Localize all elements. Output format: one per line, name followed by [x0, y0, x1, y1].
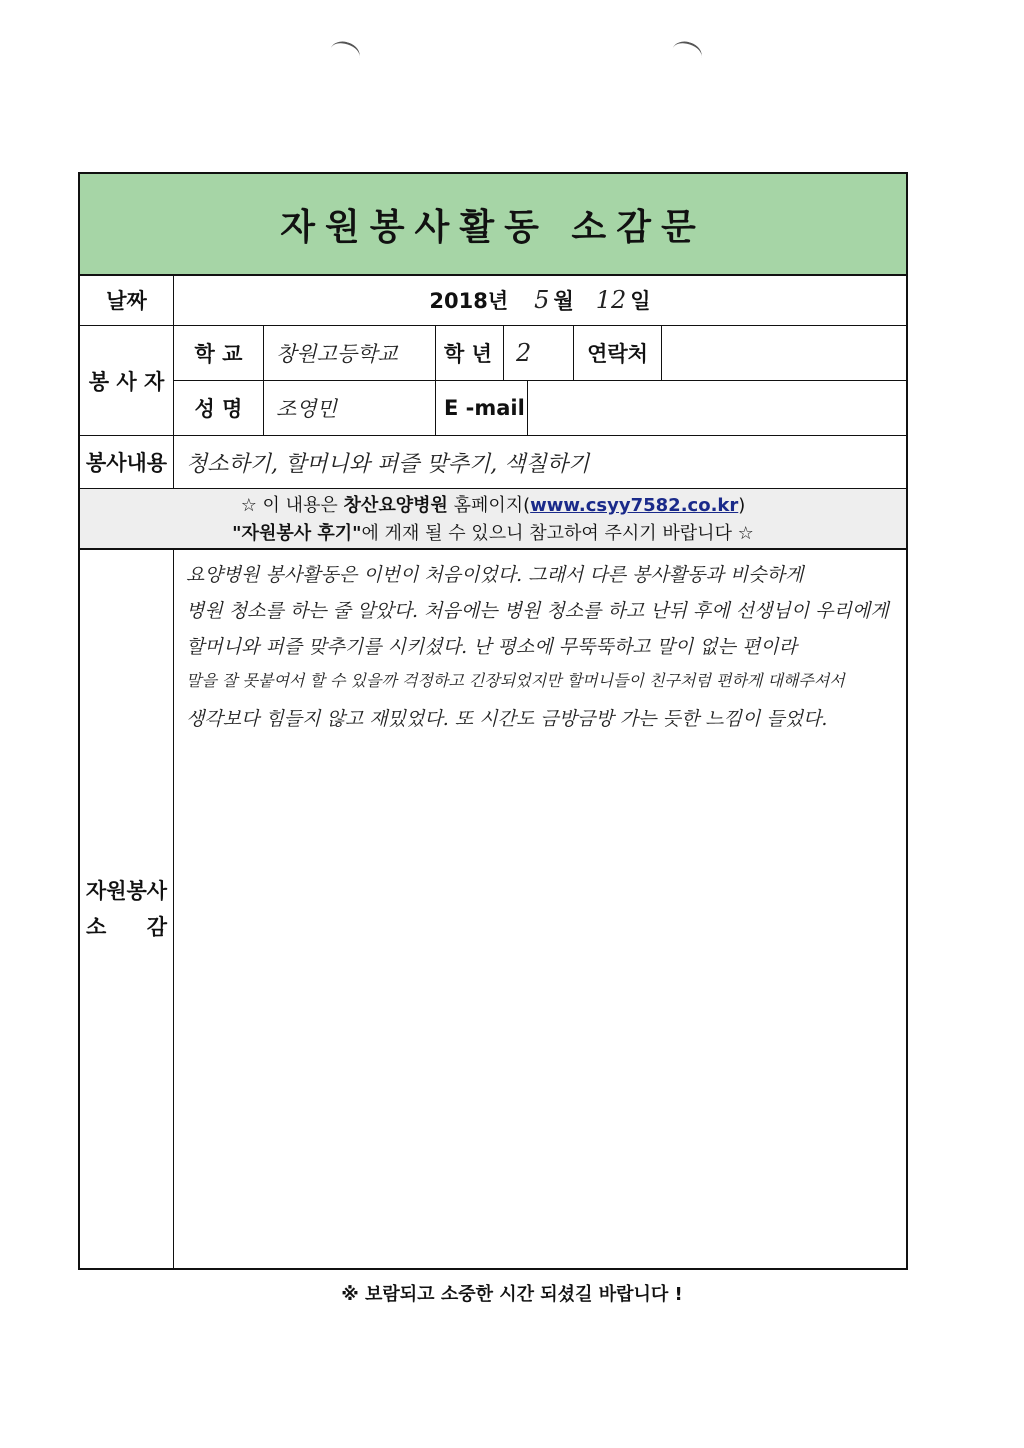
- hospital-name: 창산요양병원: [343, 495, 448, 516]
- punch-hole-right: [669, 38, 704, 68]
- essay-label: [80, 550, 174, 1268]
- volunteer-label: 봉 사 자: [80, 326, 174, 436]
- service-label: 봉사내용: [80, 436, 174, 489]
- review-section-name: "자원봉사 후기": [232, 523, 362, 544]
- essay-line: 생각보다 힘들지 않고 재밌었다. 또 시간도 금방금방 가는 듯한 느낌이 들었다.: [186, 708, 828, 730]
- school-value: 창원고등학교: [264, 326, 436, 381]
- date-month-value: 5: [534, 285, 550, 314]
- punch-hole-left: [327, 38, 362, 68]
- date-year: 2018년: [429, 288, 509, 313]
- essay-label-line-2: [80, 909, 173, 945]
- school-label: 학 교: [174, 326, 264, 381]
- essay-line: 할머니와 퍼즐 맞추기를 시키셨다. 난 평소에 무뚝뚝하고 말이 없는 편이라: [186, 636, 798, 658]
- email-value: [528, 381, 906, 436]
- essay-line: 요양병원 봉사활동은 이번이 처음이었다. 그래서 다른 봉사활동과 비슷하게: [186, 564, 804, 586]
- essay-label-line-1: 자원봉사: [85, 879, 168, 903]
- grade-label: 학 년: [436, 326, 504, 381]
- name-value: 조영민: [264, 381, 436, 436]
- notice-suffix: ): [738, 495, 746, 516]
- essay-label-so: 소: [86, 915, 107, 939]
- essay-body: [176, 552, 906, 1270]
- volunteer-report-form: [78, 172, 908, 1270]
- homepage-link[interactable]: www.csyy7582.co.kr: [530, 495, 739, 516]
- date-day-unit: 일: [630, 288, 651, 313]
- essay-label-gam: 감: [146, 915, 167, 939]
- service-value: 청소하기, 할머니와 퍼즐 맞추기, 색칠하기: [174, 436, 906, 489]
- date-label: 날짜: [80, 274, 174, 326]
- footer-message: ※ 보람되고 소중한 시간 되셨길 바랍니다 !: [341, 1284, 683, 1305]
- notice-prefix: ☆ 이 내용은: [240, 495, 344, 516]
- date-day-value: 12: [595, 285, 627, 314]
- notice-line-1: [80, 492, 906, 520]
- notice-box: [80, 489, 906, 550]
- notice-rest: 에 게재 될 수 있으니 참고하여 주시기 바랍니다 ☆: [361, 523, 754, 544]
- name-label: 성 명: [174, 381, 264, 436]
- essay-line: 말을 잘 못붙여서 할 수 있을까 걱정하고 긴장되었지만 할머니들이 친구처럼 편하게 대해주셔서: [186, 671, 845, 690]
- contact-value: [662, 326, 906, 381]
- notice-mid: 홈페이지(: [447, 495, 531, 516]
- grade-value: 2: [504, 326, 574, 381]
- contact-label: 연락처: [574, 326, 662, 381]
- date-field: [174, 274, 906, 326]
- notice-line-2: [80, 520, 906, 548]
- essay-line: 병원 청소를 하는 줄 알았다. 처음에는 병원 청소를 하고 난뒤 후에 선생님이 우리에게: [186, 600, 889, 622]
- form-title: 자원봉사활동 소감문: [80, 174, 906, 276]
- email-label: E -mail: [436, 381, 528, 436]
- date-month-unit: 월: [553, 288, 574, 313]
